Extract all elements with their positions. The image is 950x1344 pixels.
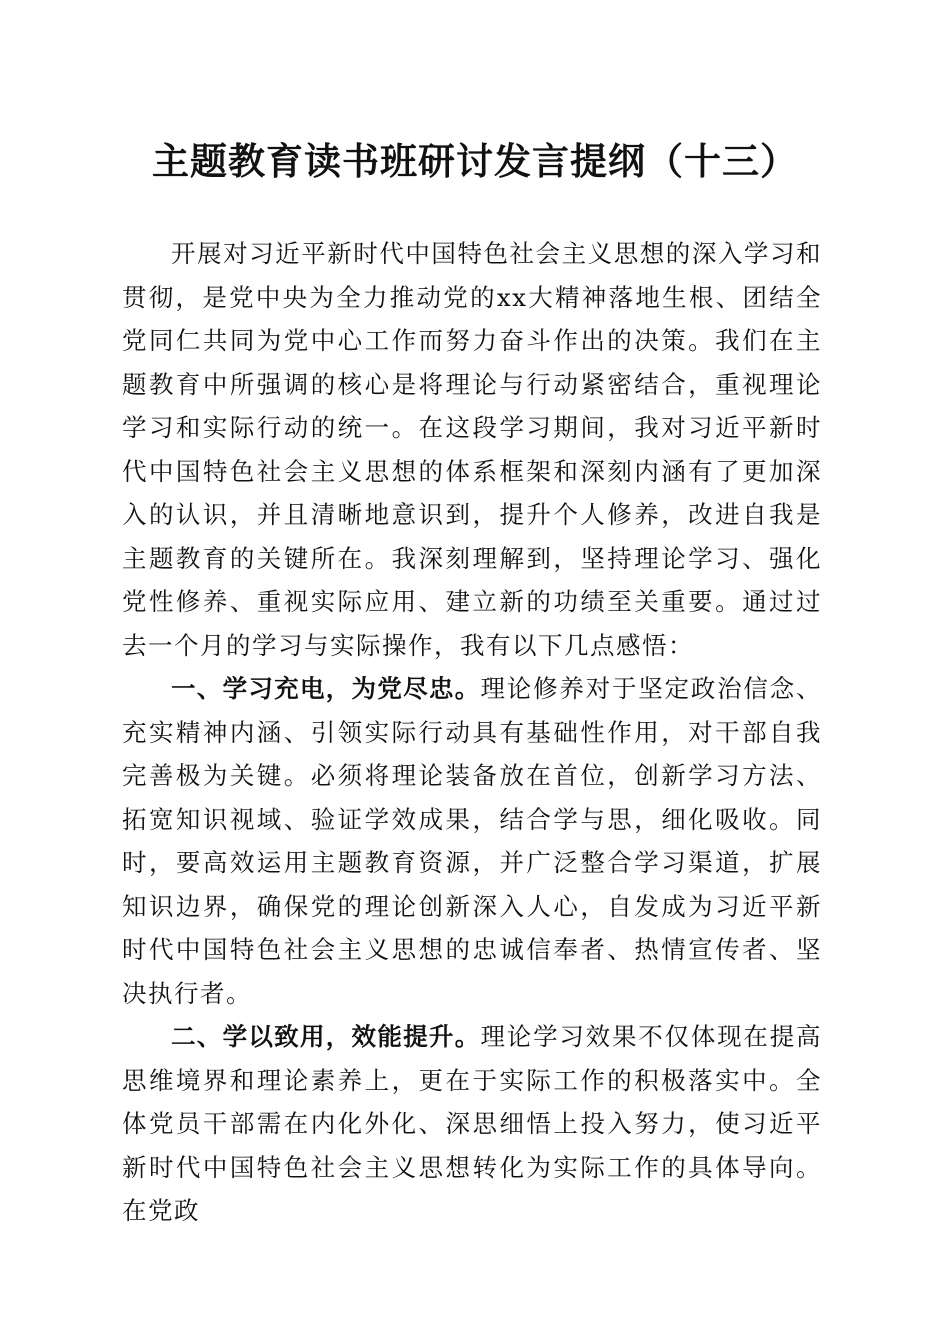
section-2-heading: 二、学以致用，效能提升。: [171, 1022, 481, 1051]
document-title: 主题教育读书班研讨发言提纲（十三）: [152, 139, 798, 183]
document-body: [122, 232, 822, 1233]
section-1-heading: 一、学习充电，为党尽忠。: [171, 674, 481, 703]
section-1-paragraph: [122, 667, 822, 1015]
section-2-paragraph: [122, 1015, 822, 1233]
section-2-text: 理论学习效果不仅体现在提高思维境界和理论素养上，更在于实际工作的积极落实中。全体党员干部需在内化外化、深思细悟上投入努力，使习近平新时代中国特色社会主义思想转化为实际工作的具体导向。在党政: [122, 1022, 822, 1225]
intro-paragraph-text: 开展对习近平新时代中国特色社会主义思想的深入学习和贯彻，是党中央为全力推动党的xx大精神落地生根、团结全党同仁共同为党中心工作而努力奋斗作出的决策。我们在主题教育中所强调的核心是将理论与行动紧密结合，重视理论学习和实际行动的统一。在这段学习期间，我对习近平新时代中国特色社会主义思想的体系框架和深刻内涵有了更加深入的认识，并且清晰地意识到，提升个人修养，改进自我是主题教育的关键所在。我深刻理解到，坚持理论学习、强化党性修养、重视实际应用、建立新的功绩至关重要。通过过去一个月的学习与实际操作，我有以下几点感悟：: [122, 239, 822, 660]
section-1-text: 理论修养对于坚定政治信念、充实精神内涵、引领实际行动具有基础性作用，对干部自我完善极为关键。必须将理论装备放在首位，创新学习方法、拓宽知识视域、验证学效成果，结合学与思，细化吸收。同时，要高效运用主题教育资源，并广泛整合学习渠道，扩展知识边界，确保党的理论创新深入人心，自发成为习近平新时代中国特色社会主义思想的忠诚信奉者、热情宣传者、坚决执行者。: [122, 674, 822, 1008]
intro-paragraph: [122, 232, 822, 667]
